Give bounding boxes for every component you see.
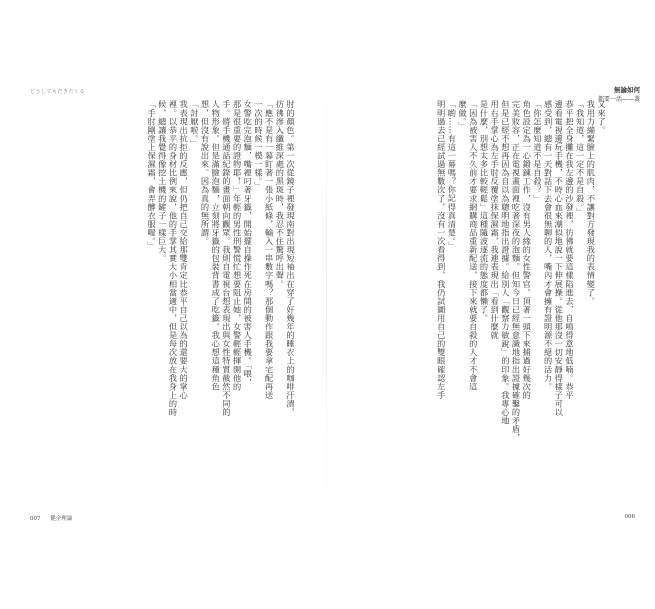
section-subtitle: 都要一活——著	[597, 96, 640, 103]
left-folio	[30, 514, 72, 522]
text-line: 「應不是有一幕盯著一張小紙條，輸入一串數字嗎？那個動作跟我要拿宅配再送	[264, 100, 275, 400]
text-line: 我表現出抗拒的反應，但仍把自己交給那雙肯定比恭平自己以為的還要大的掌心	[179, 100, 190, 400]
text-line: 「討厭啦。」	[189, 100, 200, 148]
running-head: どうしてもだきたくる	[30, 89, 86, 95]
book-title: 健全理論	[50, 516, 73, 522]
text-line: 我用力繃緊臉上的肌肉，不讓對方發現我的表情變了。	[586, 100, 597, 306]
text-line: 邊看電視邊玩手機，不時心血來潮似地說一下伸展操。從他那沒一切安靜得樣子可以	[554, 100, 565, 417]
text-line: 「你怎麼知道不是自殺？」	[532, 100, 543, 203]
text-line: 候，總讓我覺得像挖土機的鏟子一樣巨大。	[157, 100, 168, 263]
text-line: 麼做。」	[458, 100, 469, 131]
section-title: 無論如何	[614, 86, 640, 94]
page-number: 006	[624, 514, 635, 520]
text-line: 感受到，總有一天對話下去會很無聊的人，嘴內才會擁有證明源不絕的活力。	[543, 100, 554, 391]
text-line: 明明過去已經試過無數次了，沒有一次看得到，我仍試圖用自己的雙眼確認左手	[436, 100, 447, 400]
text-line: 但是已經不想再因為自以為聰明地指出證據。給別人「觀察力敏銳」的印象。我專心地	[500, 100, 511, 425]
text-line: 女警吃完泡麵，嘴裡叼著牙籤，開始擺自操作死在房間的被害人手機。「喂，	[243, 100, 254, 387]
page-gutter	[326, 60, 327, 530]
text-line: 「因為被害人不久前才要求網購商品重新配送，接下來就要自殺的人才不會這	[468, 100, 479, 391]
text-line: 「手肘剛塗上保濕霜，會弄髒衣服喔。」	[147, 100, 158, 250]
text-line: 人物形象。但是滿臉泡麵，立刻將牙籤的包裝背書成了吃籤。我心想這種角色	[211, 100, 222, 391]
text-line: 那是很重要的證物耶！」年輕的男性刑警慌忙想要阻止她，女警輕輕揮開他的	[232, 100, 243, 391]
text-line: 手。將手機通話紀錄的畫面朝向觀眾。我則自電視台想表現出與女性特質截然不同的	[221, 100, 232, 417]
right-folio	[625, 514, 636, 520]
text-line: 想，但沒有說出來。因為真的無所謂。	[200, 100, 211, 246]
text-line: 是什麼，別想太多比較輕鬆」這種隨波逐流的態度都懶了。	[479, 100, 490, 323]
right-page-body	[345, 100, 607, 455]
text-line: 「喲……有這一幕嗎？你記得真清楚。」	[447, 100, 458, 250]
left-page-body	[34, 100, 296, 455]
text-line: 角色設定為一心鍛鍊工作，沒有男人緣的女性警官。頂著一頭下來捕過好幾次的	[522, 100, 533, 400]
text-line: 用右手掌心為左手肘反覆塗抹保濕霜，我連表現出「看到什麼就	[490, 100, 501, 340]
text-line: 恭平把全身攤在我左邊的沙發裡，彷彿就要這樣陷進去，自鳴得意地低喃。恭平	[564, 100, 575, 400]
text-line: 彷彿滲入纖維深處的黑斑時，我忍不住驚呼出聲。	[275, 100, 286, 289]
text-line: 又來了。	[597, 100, 607, 135]
text-line: 一次的時候一模一樣。」	[253, 100, 264, 190]
text-line: 裡。以恭平的身材比例來說，他的手掌其實大小相當適中，但是每次放在我身上的時	[168, 100, 179, 417]
text-line: 肘的顏色。第一次從鏡子裡發現南對出現短袖出在穿了好幾年的睡衣上的咖啡汗漬，	[286, 100, 296, 417]
text-line: 「我知道，這一定不是自殺。」	[575, 100, 586, 216]
page-number: 007	[30, 516, 41, 522]
text-line: 完美妝容，正在電視畫面裡吃著深夜的泡麵。但知今日已經無意識地指出證據確鑿的矛盾，	[511, 100, 522, 442]
